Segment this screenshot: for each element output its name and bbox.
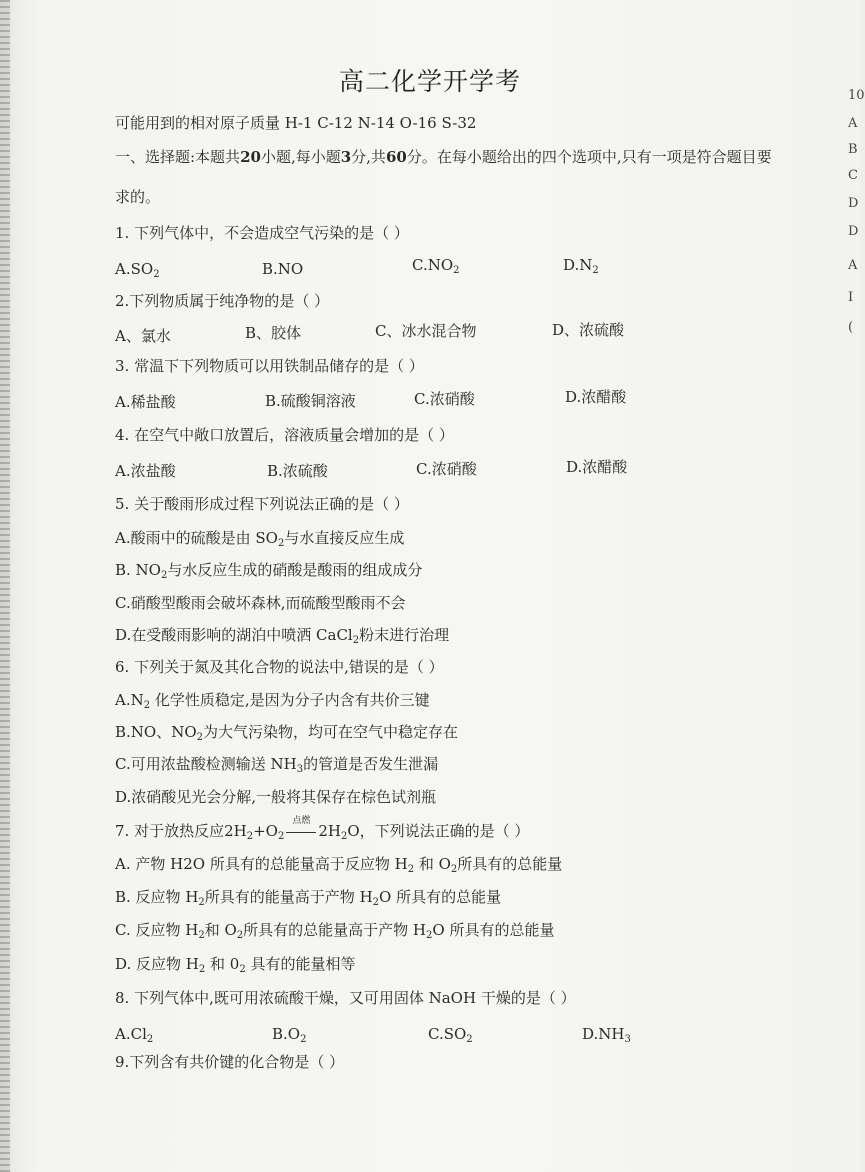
- edge-char: C: [848, 168, 858, 183]
- question-2-stem: 2.下列物质属于纯净物的是（ ）: [115, 292, 330, 310]
- q3-option-d: D.浓醋酸: [565, 388, 627, 406]
- q7-option-c: C. 反应物 $H_2$和 $O_2$所具有的总能量高于产物 $H_2O$ 所具有的总能量: [115, 921, 555, 941]
- section-header-text: 分。在每小题给出的四个选项中,只有一项是符合题目要: [406, 148, 772, 166]
- edge-char: D: [848, 196, 859, 211]
- q5-option-b: B. $NO_2$与水反应生成的硝酸是酸雨的组成成分: [115, 561, 423, 581]
- edge-char: D: [848, 224, 859, 239]
- q5-option-c: C.硝酸型酸雨会破坏森林,而硫酸型酸雨不会: [115, 594, 406, 612]
- binding-edge: [0, 0, 10, 1172]
- edge-char: (: [848, 320, 854, 335]
- q8-option-c: $C.SO_2$: [428, 1025, 473, 1045]
- q4-option-c: C.浓硝酸: [416, 460, 477, 478]
- question-3-stem: 3. 常温下下列物质可以用铁制品储存的是（ ）: [115, 357, 424, 375]
- page-title: 高二化学开学考: [338, 67, 521, 96]
- q2-option-b: B、胶体: [245, 324, 302, 342]
- q8-option-a: $A.Cl_2$: [115, 1025, 154, 1045]
- q8-option-d: $D.NH_3$: [582, 1025, 631, 1045]
- points-total: 60: [385, 148, 407, 166]
- q4-option-d: D.浓醋酸: [566, 458, 628, 476]
- section-header: [115, 148, 772, 166]
- q7-option-b: B. 反应物 $H_2$所具有的能量高于产物 $H_2O$ 所具有的总能量: [115, 888, 502, 908]
- q2-option-a: A、氯水: [115, 327, 171, 345]
- q5-option-d: D.在受酸雨影响的湖泊中喷洒 CaCl$_2$粉末进行治理: [115, 626, 450, 646]
- edge-char: I: [848, 290, 854, 305]
- q8-option-b: $B.O_2$: [272, 1025, 307, 1045]
- question-6-stem: 6. 下列关于氮及其化合物的说法中,错误的是（ ）: [115, 658, 444, 676]
- q6-option-c: C.可用浓盐酸检测输送 $NH_3$的管道是否发生泄漏: [115, 755, 439, 775]
- edge-char: 10: [848, 88, 865, 103]
- q1-option-d: $D.N_2$: [563, 256, 599, 276]
- q4-option-a: A.浓盐酸: [115, 462, 176, 480]
- section-header-text: 分,共: [351, 148, 386, 166]
- section-header-text: 一、选择题:本题共: [115, 148, 241, 166]
- q3-option-a: A.稀盐酸: [115, 393, 176, 411]
- q6-option-a: $A.N_2$ 化学性质稳定,是因为分子内含有共价三键: [115, 691, 430, 711]
- q7-option-a: A. 产物 H2O 所具有的总能量高于反应物 $H_2$ 和 $O_2$所具有的总能量: [115, 855, 563, 875]
- q6-option-d: D.浓硝酸见光会分解,一般将其保存在棕色试剂瓶: [115, 788, 437, 806]
- q7-option-d: D. 反应物 $H_2$ 和 $0_2$ 具有的能量相等: [115, 955, 356, 975]
- q1-option-c: $C.NO_2$: [412, 256, 460, 276]
- question-8-stem: 8. 下列气体中,既可用浓硫酸干燥，又可用固体 NaOH 干燥的是（ ）: [115, 989, 576, 1007]
- question-1-stem: 1. 下列气体中，不会造成空气污染的是（ ）: [115, 224, 409, 242]
- question-5-stem: 5. 关于酸雨形成过程下列说法正确的是（ ）: [115, 495, 409, 513]
- q1-option-b: B.NO: [262, 260, 304, 278]
- q6-option-b: B.NO、$NO_2$为大气污染物，均可在空气中稳定存在: [115, 723, 459, 743]
- question-count: 20: [240, 148, 261, 166]
- question-9-stem: 9.下列含有共价键的化合物是（ ）: [115, 1053, 345, 1071]
- section-header-text: 小题,每小题: [260, 148, 341, 166]
- atomic-masses: 可能用到的相对原子质量 H-1 C-12 N-14 O-16 S-32: [115, 114, 477, 132]
- section-header-cont: 求的。: [115, 188, 161, 206]
- edge-char: A: [848, 258, 858, 273]
- edge-char: B: [848, 142, 858, 157]
- q5-option-a: A.酸雨中的硫酸是由 $SO_2$与水直接反应生成: [115, 529, 405, 549]
- question-7-stem: 7. 对于放热反应$2H_2+O_2$ 点燃 $2H_2O$，下列说法正确的是（ ）: [115, 816, 530, 842]
- q2-option-c: C、冰水混合物: [375, 322, 477, 340]
- question-4-stem: 4. 在空气中敞口放置后，溶液质量会增加的是（ ）: [115, 426, 454, 444]
- q3-option-c: C.浓硝酸: [414, 390, 475, 408]
- reaction-condition: 点燃: [284, 822, 318, 840]
- points-each: 3: [340, 148, 352, 166]
- q1-option-a: $A.SO_2$: [115, 260, 160, 280]
- q4-option-b: B.浓硫酸: [267, 462, 328, 480]
- q3-option-b: B.硫酸铜溶液: [265, 392, 356, 410]
- edge-char: A: [848, 116, 858, 131]
- q2-option-d: D、浓硫酸: [552, 321, 625, 339]
